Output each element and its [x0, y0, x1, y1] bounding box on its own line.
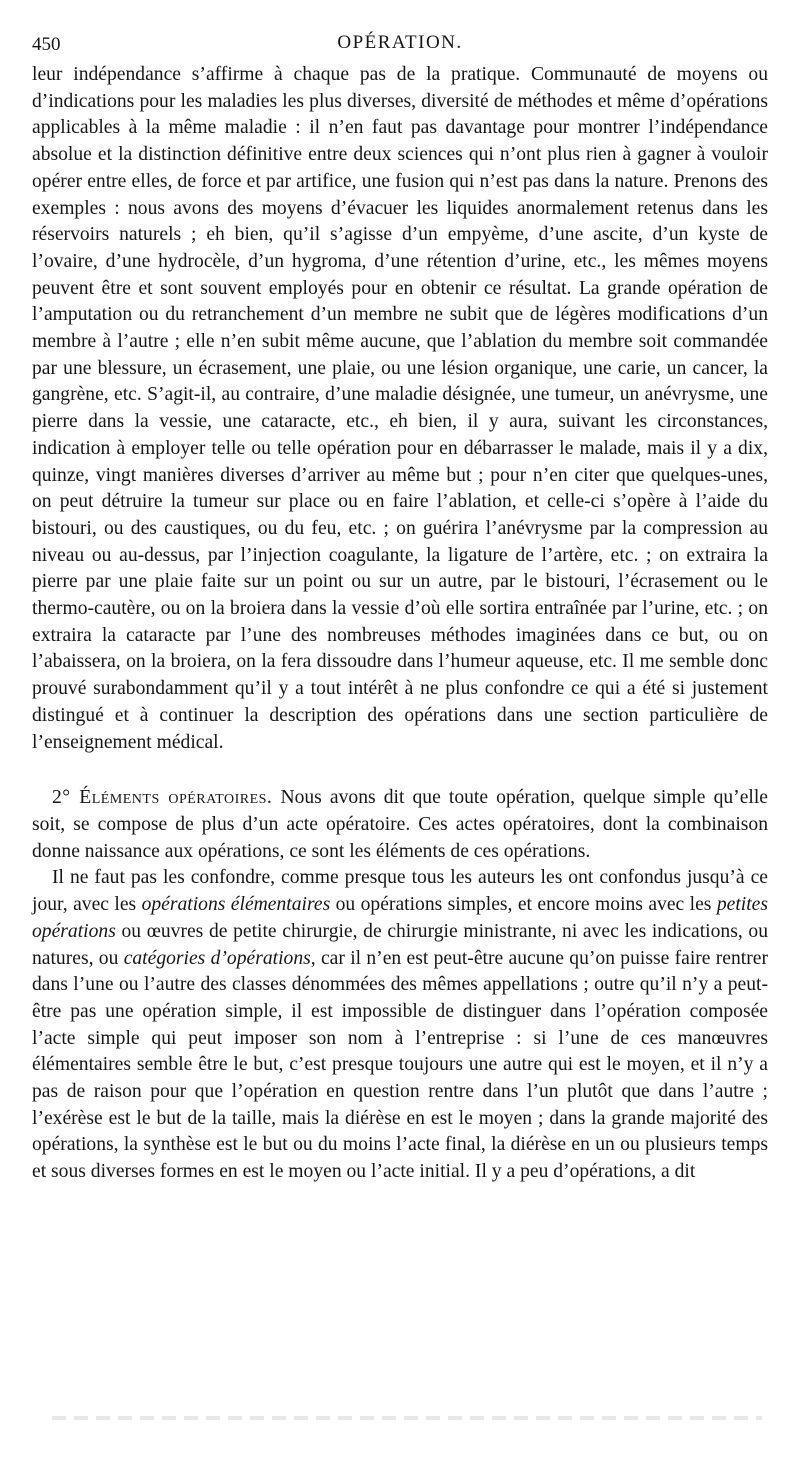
italic-term-elementary-operations: opérations élémentaires — [141, 894, 331, 916]
text-segment: ou œuvres de petite chirurgie, de chirurgie ministrante, ni avec les indications, ou natures, ou — [32, 920, 768, 969]
text-segment: ou opérations simples, et encore moins avec les — [330, 894, 717, 916]
body-text — [32, 62, 768, 1186]
page-header — [32, 28, 768, 62]
paragraph-operative-elements — [32, 785, 768, 865]
running-title: OPÉRATION. — [337, 32, 463, 53]
paragraph-independence: leur indépendance s’affirme à chaque pas de la pratique. Communauté de moyens ou d’indications pour les maladies les plus diverses, diversité de méthodes et même d’opérations applicables à la même maladie : il n’en faut pas davantage pour montrer l’indépendance absolue et la distinction définitive entre deux sciences qui n’ont plus rien à gagner à vouloir opérer entre elles, de force et par artifice, une fusion qui n’est pas dans la nature. Prenons des exemples : nous avons des moyens d’évacuer les liquides anormalement retenus dans les réservoirs naturels ; eh bien, qu’il s’agisse d’un empyème, d’une ascite, d’un kyste de l’ovaire, d’une hydrocèle, d’un hygroma, d’une rétention d’urine, etc., les mêmes moyens peuvent être et sont souvent employés pour en obtenir ce résultat. La grande opération de l’amputation ou du retranchement d’un membre ne subit que de légères modifications d’un membre à l’autre ; elle n’en subit même aucune, que l’ablation du membre soit commandée par une blessure, un écrasement, une plaie, ou une lésion organique, une carie, un cancer, la gangrène, etc. S’agit-il, au contraire, d’une maladie désignée, une tumeur, un anévrysme, une pierre dans la vessie, une cataracte, etc., eh bien, il y aura, suivant les circonstances, indication à employer telle ou telle opération pour en débarrasser le malade, mais il y a dix, quinze, vingt manières diverses d’arriver au même but ; pour n’en citer que quelques-unes, on peut détruire la tumeur sur place ou en faire l’ablation, et celle-ci s’opère à l’aide du bistouri, ou des caustiques, ou du feu, etc. ; on guérira l’anévrysme par la compression au niveau ou au-dessus, par l’injection coagulante, la ligature de l’artère, etc. ; on extraira la pierre par une plaie faite sur un point ou sur un autre, par le bistouri, l’écrasement ou le thermo-cautère, ou on la broiera dans la vessie d’où elle sortira entraînée par l’urine, etc. ; on extraira la cataracte par l’une des nombreuses méthodes imaginées dans ce but, ou on l’abaissera, on la broiera, on la fera dissoudre dans l’humeur aqueuse, etc. Il me semble donc prouvé surabondamment qu’il y a tout intérêt à ne plus confondre ce qui a été si justement distingué et à continuer la description des opérations dans une section particulière de l’enseignement médical. — [32, 64, 768, 753]
book-page — [32, 28, 768, 1186]
faint-bleedthrough-line — [52, 1416, 762, 1420]
italic-term-small-operations: petites opérations — [32, 894, 768, 942]
paragraph-do-not-confuse — [32, 865, 768, 1185]
paragraph-operative-elements-text: Nous avons dit que toute opération, quelque simple qu’elle soit, se compose de plus d’un acte opératoire. Ces actes opératoires, dont la combinaison donne naissance aux opérations, ce sont les éléments de ces opérations. — [32, 787, 768, 862]
page-number: 450 — [32, 34, 61, 55]
section-heading-operative-elements: 2° Éléments opératoires. — [52, 787, 273, 809]
text-segment: , car il n’en est peut-être aucune qu’on puisse faire rentrer dans l’une ou l’autre des classes dénommées des mêmes appellations ; outre qu’il n’y a peut-être pas une opération simple, il est impossible de distinguer dans l’opération composée l’acte simple qui peut imposer son nom à l’entreprise : si l’une de ces manœuvres élémentaires semble être le but, c’est presque toujours une autre qui est le moyen, et il n’y a pas de raison pour que l’opération en question rentre dans l’un plutôt que dans l’autre ; l’exérèse est le but de la taille, mais la diérèse en est le moyen ; dans la grande majorité des opérations, la synthèse est le but ou du moins l’acte final, la diérèse en un ou plusieurs temps et sous diverses formes en est le moyen ou l’acte initial. Il y a peu d’opérations, a dit — [32, 947, 768, 1183]
italic-term-operation-categories: catégories d’opérations — [123, 947, 311, 969]
text-segment: Il ne faut pas les confondre, comme presque tous les auteurs les ont confondus jusqu’à ce jour, avec les — [32, 867, 768, 916]
